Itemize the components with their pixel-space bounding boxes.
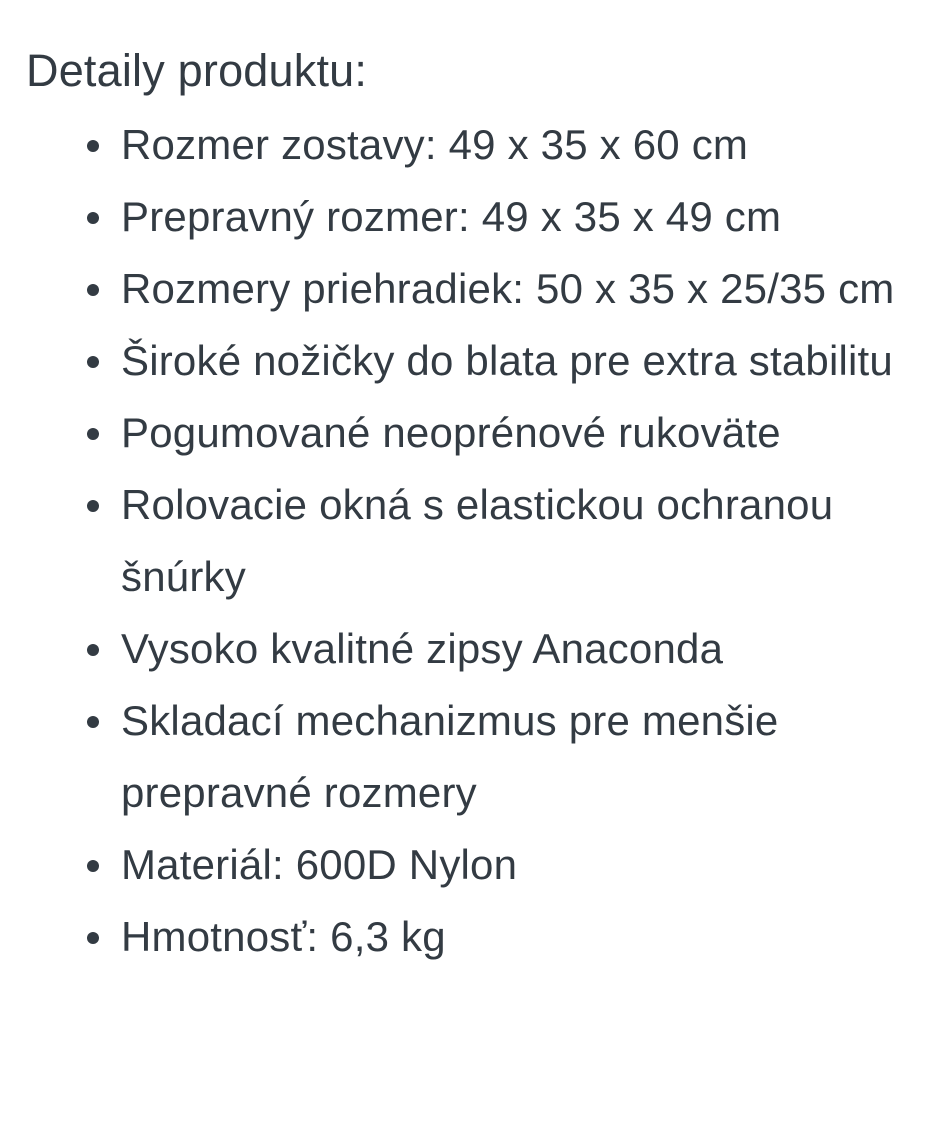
- list-item: Rozmer zostavy: 49 x 35 x 60 cm: [26, 109, 928, 181]
- list-item: Rolovacie okná s elastickou ochranou šnúrky: [26, 469, 928, 613]
- list-item: Rozmery priehradiek: 50 x 35 x 25/35 cm: [26, 253, 928, 325]
- list-item: Materiál: 600D Nylon: [26, 829, 928, 901]
- list-item: Skladací mechanizmus pre menšie prepravné rozmery: [26, 685, 928, 829]
- list-item: Pogumované neoprénové rukoväte: [26, 397, 928, 469]
- list-item: Vysoko kvalitné zipsy Anaconda: [26, 613, 928, 685]
- list-item: Prepravný rozmer: 49 x 35 x 49 cm: [26, 181, 928, 253]
- product-details-title: Detaily produktu:: [26, 45, 368, 96]
- product-details-list: [26, 109, 928, 973]
- list-item: Široké nožičky do blata pre extra stabilitu: [26, 325, 928, 397]
- list-item: Hmotnosť: 6,3 kg: [26, 901, 928, 973]
